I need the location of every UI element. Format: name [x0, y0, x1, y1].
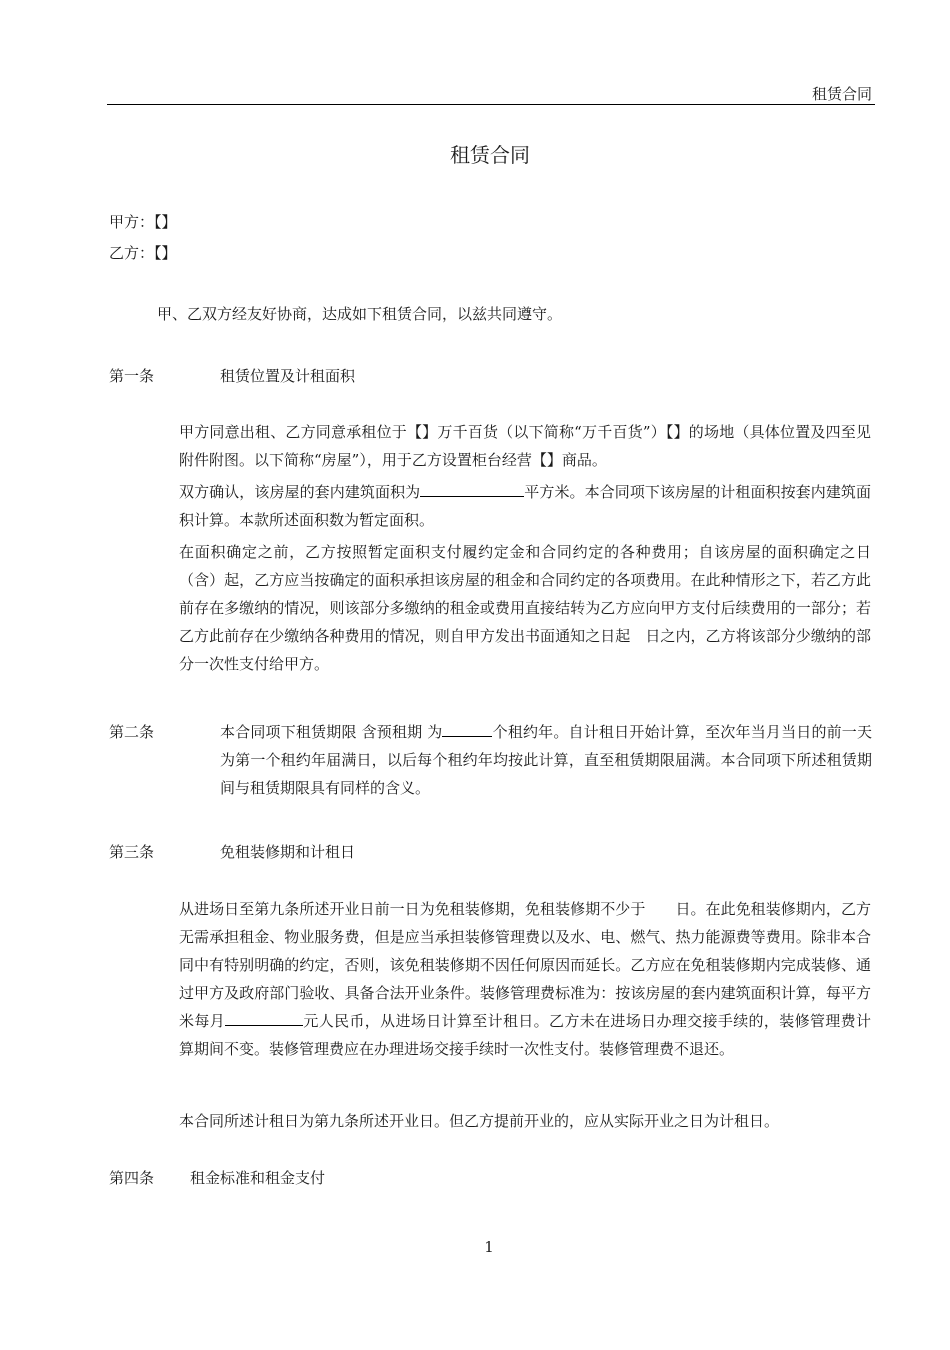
lease-years-blank-field[interactable] — [442, 721, 492, 737]
article-3-number: 第三条 — [109, 843, 155, 861]
intro-paragraph: 甲、乙双方经友好协商，达成如下租赁合同，以兹共同遵守。 — [157, 305, 563, 323]
fee-blank-field[interactable] — [225, 1010, 303, 1026]
article-1-paragraph-3: 在面积确定之前，乙方按照暂定面积支付履约定金和合同约定的各种费用；自该房屋的面积确定之日（含）起，乙方应当按确定的面积承担该房屋的租金和合同约定的各项费用。在此种情形之下，若乙方此前存在多缴纳的情况，则该部分多缴纳的租金或费用直接结转为乙方应向甲方支付后续费用的一部分；若乙方此前存在少缴纳各种费用的情况，则自甲方发出书面通知之日起 日之内，乙方将该部分少缴纳的部分一次性支付给甲方。 — [179, 543, 871, 673]
article-2-after: 个租约年。自计租日开始计算，至次年当月当日的前一天为第一个租约年届满日，以后每个租约年均按此计算，直至租赁期限届满。本合同项下所述租赁期间与租赁期限具有同样的含义。 — [220, 723, 872, 797]
party-a: 甲方：【】 — [109, 213, 177, 231]
article-2-number: 第二条 — [109, 723, 155, 741]
article-3-title: 免租装修期和计租日 — [220, 843, 356, 861]
article-3-p1-b: 元人民币，从进场日计算至计租日。乙方未在进场日办理交接手续的，装修管理费计算期间不变。装修管理费应在办理进场交接手续时一次性支付。装修管理费不退还。 — [179, 1012, 871, 1058]
header-divider — [107, 104, 875, 105]
article-1-paragraph-1: 甲方同意出租、乙方同意承租位于【】万千百货（以下简称“万千百货”）【】的场地（具体位置及四至见附件附图。以下简称“房屋”），用于乙方设置柜台经营【】商品。 — [179, 423, 871, 469]
article-3-paragraph-1 — [179, 895, 871, 1063]
article-2-before: 本合同项下租赁期限 含预租期 为 — [220, 723, 443, 741]
article-1-paragraph-2 — [179, 478, 871, 534]
area-blank-field[interactable] — [420, 481, 524, 497]
page-header-title: 租赁合同 — [811, 85, 872, 103]
article-4-title: 租金标准和租金支付 — [190, 1169, 326, 1187]
article-2-paragraph — [220, 718, 872, 802]
page-number: 1 — [484, 1238, 494, 1256]
article-3-p1-a: 从进场日至第九条所述开业日前一日为免租装修期，免租装修期不少于 日。在此免租装修期内，乙方无需承担租金、物业服务费，但是应当承担装修管理费以及水、电、燃气、热力能源费等费用。除非本合同中有特别明确的约定，否则，该免租装修期不因任何原因而延长。乙方应在免租装修期内完成装修、通过甲方及政府部门验收、具备合法开业条件。装修管理费标准为：按该房屋的套内建筑面积计算，每平方米每月 — [179, 900, 871, 1030]
article-1-title: 租赁位置及计租面积 — [220, 367, 356, 385]
article-3-paragraph-2: 本合同所述计租日为第九条所述开业日。但乙方提前开业的，应从实际开业之日为计租日。 — [179, 1112, 780, 1130]
document-title: 租赁合同 — [450, 143, 530, 167]
article-1-p2-before: 双方确认，该房屋的套内建筑面积为 — [179, 483, 421, 501]
article-1-number: 第一条 — [109, 367, 155, 385]
article-4-number: 第四条 — [109, 1169, 155, 1187]
party-b: 乙方：【】 — [109, 244, 177, 262]
article-1-p2-after: 平方米。本合同项下该房屋的计租面积按套内建筑面积计算。本款所述面积数为暂定面积。 — [179, 483, 871, 529]
